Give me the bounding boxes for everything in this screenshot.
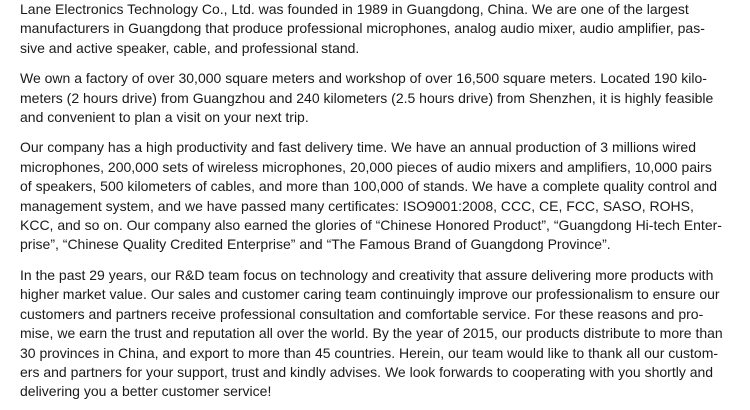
- text-line: of speakers, 500 kilometers of cables, and more than 100,000 of stands. We have a complete quality control and: [20, 178, 718, 195]
- text-line: KCC, and so on. Our company also earned the glories of “Chinese Honored Product”, “Guangdong Hi-tech Enter-: [20, 217, 722, 234]
- text-line: Our company has a high productivity and fast delivery time. We have an annual production of 3 millions wired: [20, 139, 696, 156]
- text-line: 30 provinces in China, and export to more than 45 countries. Herein, our team would like to thank all our custom-: [20, 344, 719, 361]
- text-line: ers and partners for your support, trust and kindly advises. We look forwards to cooperating with you shortly and: [20, 363, 714, 380]
- text-line: manufacturers in Guangdong that produce professional microphones, analog audio mixer, audio amplifier, pas-: [20, 20, 705, 37]
- text-line: sive and active speaker, cable, and professional stand.: [20, 39, 360, 56]
- text-line: prise”, “Chinese Quality Credited Enterprise” and “The Famous Brand of Guangdong Province”.: [20, 236, 611, 253]
- paragraph-production-certificates: [20, 138, 726, 254]
- company-profile-text: [20, 0, 726, 402]
- text-line: meters (2 hours drive) from Guangzhou and 240 kilometers (2.5 hours drive) from Shenzhen, it is highly feasible: [20, 89, 714, 106]
- text-line: and convenient to plan a visit on your next trip.: [20, 109, 309, 126]
- paragraph-company-intro: [20, 0, 726, 58]
- text-line: customers and partners receive professional consultation and comfortable service. For these reasons and pro-: [20, 305, 704, 322]
- text-line: mise, we earn the trust and reputation all over the world. By the year of 2015, our products distribute to more than: [20, 325, 723, 342]
- text-line: delivering you a better customer service!: [20, 383, 272, 400]
- text-line: higher market value. Our sales and customer caring team continuingly improve our professionalism to ensure our: [20, 286, 720, 303]
- paragraph-history-thanks: [20, 266, 726, 402]
- text-line: Lane Electronics Technology Co., Ltd. was founded in 1989 in Guangdong, China. We are one of the largest: [20, 1, 689, 17]
- text-line: We own a factory of over 30,000 square meters and workshop of over 16,500 square meters. Located 190 kilo-: [20, 70, 707, 87]
- text-line: management system, and we have passed many certificates: ISO9001:2008, CCC, CE, FCC, SASO, ROHS,: [20, 197, 694, 214]
- text-line: microphones, 200,000 sets of wireless microphones, 20,000 pieces of audio mixers and amplifiers, 10,000 pairs: [20, 158, 712, 175]
- text-line: In the past 29 years, our R&D team focus on technology and creativity that assure delivering more products with: [20, 266, 714, 283]
- paragraph-factory-location: [20, 69, 726, 127]
